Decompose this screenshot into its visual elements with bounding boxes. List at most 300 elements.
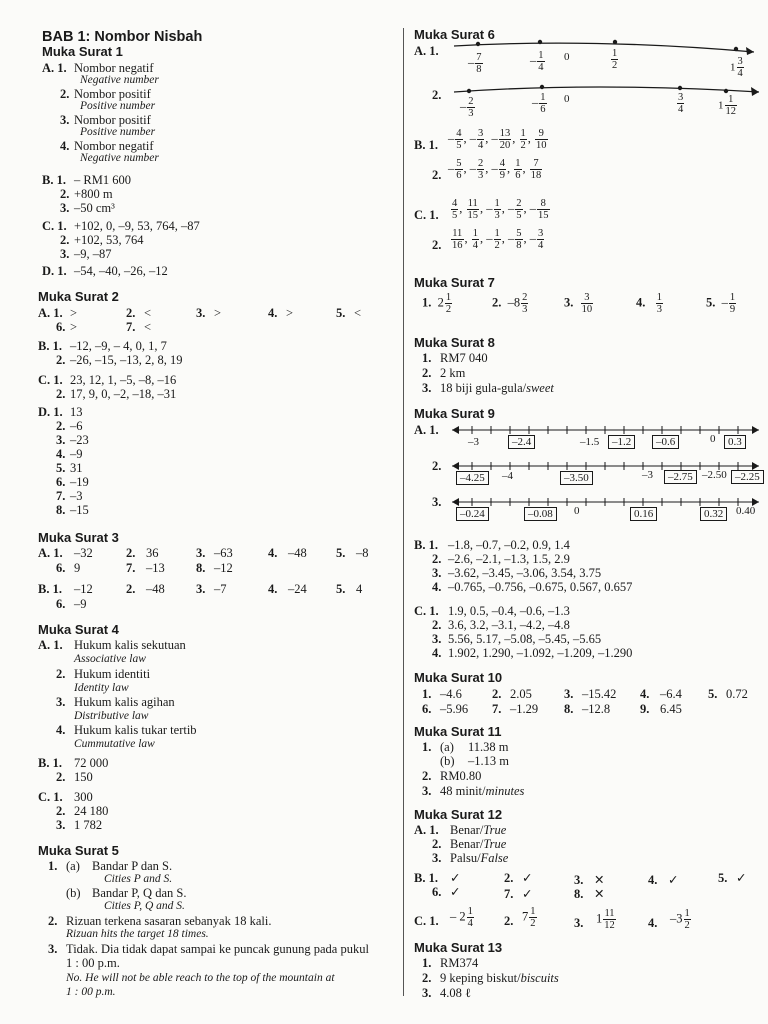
label: 4. <box>268 306 278 320</box>
label: A. 1. <box>414 44 439 58</box>
numerator: 1 <box>538 50 544 61</box>
answer: –2.6, –2.1, –1.3, 1.5, 2.9 <box>448 552 570 566</box>
denominator: 2 <box>445 304 452 315</box>
label: 2. <box>492 687 502 701</box>
label: 2. <box>432 459 442 473</box>
label: 4. <box>268 582 278 596</box>
ms1-heading: Muka Surat 1 <box>42 44 123 59</box>
denominator: 3 <box>478 170 484 181</box>
answer: –48 <box>146 582 165 596</box>
arrow-head-icon <box>751 87 759 96</box>
answer: 11.38 m <box>468 740 509 754</box>
ms7-answers <box>422 292 453 315</box>
translation: Cities P, Q and S. <box>104 900 185 912</box>
answer-text: Palsu/ <box>450 851 481 865</box>
ms3-heading: Muka Surat 3 <box>38 530 119 545</box>
ms7-heading: Muka Surat 7 <box>414 275 495 290</box>
denominator: 5 <box>452 210 458 221</box>
answer: > <box>70 306 78 320</box>
answer: 9 <box>74 561 81 575</box>
numerator: 8 <box>537 198 550 210</box>
answer: –7 <box>214 582 227 596</box>
translation: Distributive law <box>74 710 149 722</box>
answer: +800 m <box>74 187 113 201</box>
translation: True <box>483 837 507 851</box>
label: (b) <box>66 886 81 900</box>
answer: 3.6, 3.2, –3.1, –4.2, –4.8 <box>448 618 570 632</box>
denominator: 12 <box>725 106 736 117</box>
numerator: 1 <box>656 292 662 303</box>
number-line-2 <box>454 87 759 92</box>
label: A. 1. <box>38 546 63 560</box>
numerator: 1 <box>612 48 618 59</box>
answer-box: 0.3 <box>724 435 746 449</box>
answer: –15.42 <box>582 687 617 701</box>
answer: 13 <box>70 405 83 419</box>
answer-box: –4.25 <box>456 471 489 485</box>
tick-label: 0.40 <box>736 505 756 517</box>
label: C. 1. <box>414 914 439 928</box>
column-divider <box>403 28 404 996</box>
denominator: 12 <box>604 920 615 931</box>
answer: –12.8 <box>582 702 611 716</box>
numerator: 1 <box>530 906 536 917</box>
numerator: 9 <box>535 128 548 140</box>
label: A. 1. <box>414 823 439 837</box>
label: 3. <box>60 201 70 215</box>
numerator: 1 <box>515 158 521 169</box>
label: B. 1. <box>38 339 62 353</box>
answer: 6.45 <box>660 702 682 716</box>
label: 2. <box>48 914 58 928</box>
answer: –63 <box>214 546 233 560</box>
answer: –23 <box>70 433 89 447</box>
label: B. 1. <box>38 756 62 770</box>
denominator: 15 <box>538 210 549 221</box>
label: 2. <box>56 770 66 784</box>
label: A. 1. <box>38 638 63 652</box>
numerator: 2 <box>478 158 484 169</box>
fraction <box>537 50 544 73</box>
numerator: 1 <box>725 94 738 106</box>
whole-part: –8 <box>507 295 521 310</box>
answer: 0.72 <box>726 687 748 701</box>
answer-box: –2.25 <box>731 470 764 484</box>
label: 4. <box>636 295 646 310</box>
numerator: 1 <box>494 228 500 239</box>
denominator: 4 <box>737 68 743 79</box>
answer: –19 <box>70 475 89 489</box>
label: 3. <box>432 632 442 646</box>
label: 3. <box>196 582 206 596</box>
numerator: 7 <box>476 52 482 63</box>
arrow-left-icon <box>452 462 459 470</box>
answer: –12 <box>214 561 233 575</box>
label: 4. <box>648 916 658 930</box>
point <box>678 86 682 90</box>
label: 2. <box>56 804 66 818</box>
answer: 1 : 00 p.m. <box>66 956 120 970</box>
denominator: 6 <box>456 170 462 181</box>
label: 4. <box>432 646 442 660</box>
answer-box: –2.4 <box>508 435 535 449</box>
tick-label: –1.5 <box>580 436 600 448</box>
whole-part: 1 <box>718 99 724 112</box>
answer: –1.8, –0.7, –0.2, 0.9, 1.4 <box>448 538 570 552</box>
answer: +102, 53, 764 <box>74 233 144 247</box>
denominator: 3 <box>468 108 474 119</box>
check-icon: ✓ <box>522 871 533 885</box>
ms4-heading: Muka Surat 4 <box>38 622 119 637</box>
check-icon: ✓ <box>668 873 679 887</box>
numerator: 11 <box>452 228 463 239</box>
ms7-answer <box>636 292 664 315</box>
denominator: 3 <box>522 304 528 315</box>
denominator: 6 <box>515 170 521 181</box>
label: 7. <box>56 489 66 503</box>
answer: –50 cm³ <box>74 201 115 215</box>
denominator: 6 <box>540 104 546 115</box>
fraction <box>677 92 684 115</box>
label: 3. <box>48 942 58 956</box>
label: 2. <box>504 914 514 928</box>
chapter-title: BAB 1: Nombor Nisbah <box>42 29 203 45</box>
answer: –6 <box>70 419 83 433</box>
denominator: 15 <box>467 210 478 221</box>
arrow-right-icon <box>752 462 759 470</box>
translation: minutes <box>485 784 525 798</box>
denominator: 8 <box>516 240 522 251</box>
answer: > <box>286 306 294 320</box>
label: 1. <box>422 687 432 701</box>
label: 3. <box>422 986 432 1000</box>
answer: RM374 <box>440 956 479 970</box>
translation: Negative number <box>80 152 159 164</box>
label: A. 1. <box>414 423 439 437</box>
answer: –3 <box>70 489 83 503</box>
numerator: 1 <box>445 292 452 303</box>
tick-label: 0 <box>564 93 570 105</box>
denominator: 4 <box>538 62 544 73</box>
denominator: 2 <box>520 140 526 151</box>
translation: Cummutative law <box>74 738 155 750</box>
label: 7. <box>126 561 136 575</box>
answer: –9, –87 <box>74 247 112 261</box>
answer: Hukum kalis tukar tertib <box>74 723 197 737</box>
label: 2. <box>492 295 502 310</box>
ms5-heading: Muka Surat 5 <box>38 843 119 858</box>
label: 2. <box>422 366 432 380</box>
answer-box: 0.16 <box>630 507 657 521</box>
answer: –5.96 <box>440 702 469 716</box>
mixed-number <box>450 906 475 929</box>
label: 3. <box>432 566 442 580</box>
answer: > <box>70 320 78 334</box>
fraction-list: $\frac{4}{5}$ , $\frac{11}{15}$ , – $\frac{1}{3}$ , – $\frac{2}{5}$ , – $\frac{8}{15}$ <box>452 198 549 221</box>
label: 4. <box>56 447 66 461</box>
label: 6. <box>56 475 66 489</box>
fraction-list: $\frac{11}{16}$ , $\frac{1}{4}$ , – $\frac{1}{2}$ , – $\frac{5}{8}$ , – $\frac{3}{4}$ <box>452 228 544 251</box>
denominator: 5 <box>516 210 522 221</box>
answer: –54, –40, –26, –12 <box>74 264 168 278</box>
numerator: 1 <box>494 198 500 209</box>
answer <box>450 823 506 837</box>
label: 3. <box>196 546 206 560</box>
translation: Negative number <box>80 74 159 86</box>
denominator: 10 <box>581 304 593 315</box>
label: 7. <box>504 887 514 901</box>
denominator: 20 <box>499 140 511 151</box>
label: C. 1. <box>38 373 63 387</box>
label: 3. <box>196 306 206 320</box>
label: C. 1. <box>42 219 67 233</box>
label: 3. <box>422 784 432 798</box>
answer: 4.08 ℓ <box>440 986 471 1000</box>
label: 5. <box>336 306 346 320</box>
answer: Bandar P dan S. <box>92 859 173 873</box>
answer: 1.9, 0.5, –0.4, –0.6, –1.3 <box>448 604 570 618</box>
label: 1. <box>422 351 432 365</box>
label: 3. <box>60 247 70 261</box>
denominator: 2 <box>530 918 536 929</box>
answer: 72 000 <box>74 756 109 770</box>
label: 5. <box>718 871 728 885</box>
label: 2. <box>60 187 70 201</box>
label: 7. <box>126 320 136 334</box>
denominator: 18 <box>530 170 542 181</box>
mixed-number <box>670 908 692 931</box>
label: 2. <box>60 87 70 101</box>
answer: –15 <box>70 503 89 517</box>
arrow-head-icon <box>746 47 754 55</box>
translation: True <box>483 823 507 837</box>
answer-box: –0.08 <box>524 507 557 521</box>
numerator: 1 <box>729 292 736 303</box>
point <box>540 85 544 89</box>
numerator: 1 <box>472 228 478 239</box>
label: 8. <box>564 702 574 716</box>
answer: –32 <box>74 546 93 560</box>
numerator: 1 <box>540 92 546 103</box>
ms2-heading: Muka Surat 2 <box>38 289 119 304</box>
point <box>734 47 738 51</box>
label: B. 1. <box>38 582 62 596</box>
numerator: 1 <box>684 908 690 919</box>
numerator: 2 <box>516 198 522 209</box>
numerator: 2 <box>522 292 528 303</box>
label: 5. <box>56 461 66 475</box>
numerator: 11 <box>467 198 478 209</box>
answer <box>450 837 506 851</box>
answer: –1.13 m <box>468 754 509 768</box>
point <box>613 40 617 44</box>
answer: Bandar P, Q dan S. <box>92 886 187 900</box>
translation: Cities P and S. <box>104 873 173 885</box>
label: 2. <box>432 618 442 632</box>
label: 4. <box>60 139 70 153</box>
label: (a) <box>440 740 454 754</box>
numerator: 3 <box>478 128 484 139</box>
tick-label: –3 <box>642 469 653 481</box>
numerator: 1 <box>467 906 473 917</box>
label: 2. <box>432 238 442 252</box>
label: 2. <box>432 168 442 182</box>
answer: –26, –15, –13, 2, 8, 19 <box>70 353 183 367</box>
label: 2. <box>432 837 442 851</box>
label: 6. <box>432 885 442 899</box>
label: C. 1. <box>38 790 63 804</box>
label: 2. <box>126 546 136 560</box>
translation: Rizuan hits the target 18 times. <box>66 928 209 940</box>
tick-label: 0 <box>574 505 580 517</box>
minus-sign: – <box>530 53 537 68</box>
answer: Hukum kalis sekutuan <box>74 638 186 652</box>
answer: 150 <box>74 770 93 784</box>
denominator: 10 <box>536 140 547 151</box>
label: (b) <box>440 754 455 768</box>
denominator: 9 <box>729 304 736 315</box>
label: 2. <box>422 971 432 985</box>
point <box>538 40 542 44</box>
fraction-list: – $\frac{5}{6}$ , – $\frac{2}{3}$ , – $\frac{4}{9}$ , $\frac{1}{6}$ , $\frac{7}{18}$ <box>448 158 542 181</box>
answer <box>440 971 559 985</box>
answer <box>440 784 524 798</box>
label: 2. <box>126 582 136 596</box>
answer: 2 km <box>440 366 466 380</box>
label: 2. <box>56 667 66 681</box>
label: A. 1. <box>38 306 63 320</box>
label: 2. <box>422 769 432 783</box>
label: 6. <box>56 320 66 334</box>
mixed-number <box>522 906 538 929</box>
translation: False <box>480 851 509 865</box>
ms9-heading: Muka Surat 9 <box>414 406 495 421</box>
answer: 24 180 <box>74 804 109 818</box>
label: 4. <box>640 687 650 701</box>
label: 2. <box>56 419 66 433</box>
label: 1. <box>48 859 58 873</box>
answer: –12, –9, – 4, 0, 1, 7 <box>70 339 167 353</box>
translation: Positive number <box>80 100 156 112</box>
whole-part: – 2 <box>450 909 466 924</box>
label: 8. <box>574 887 584 901</box>
label: 4. <box>432 580 442 594</box>
answer-box: –0.24 <box>456 507 489 521</box>
label: 3. <box>564 687 574 701</box>
tick-label: –4 <box>502 470 513 482</box>
answer: –13 <box>146 561 165 575</box>
answer: Nombor positif <box>74 113 151 127</box>
answer-box: –2.75 <box>664 470 697 484</box>
translation: biscuits <box>520 971 559 985</box>
label: 5. <box>336 546 346 560</box>
label: 8. <box>56 503 66 517</box>
denominator: 8 <box>476 64 482 75</box>
translation: No. He will not be able reach to the top of the mountain at <box>66 972 335 984</box>
label: 4. <box>648 873 658 887</box>
answer: < <box>144 320 152 334</box>
numerator: 3 <box>581 292 594 304</box>
label: B. 1. <box>42 173 66 187</box>
numerator: 4 <box>499 158 505 169</box>
label: D. 1. <box>42 264 67 278</box>
label: 3. <box>60 113 70 127</box>
answer: – RM1 600 <box>74 173 131 187</box>
answer: –9 <box>70 447 83 461</box>
label: 4. <box>56 723 66 737</box>
answer: –3.62, –3.45, –3.06, 3.54, 3.75 <box>448 566 602 580</box>
label: 3. <box>564 295 574 310</box>
tick-label: 0 <box>710 433 716 445</box>
label: C. 1. <box>414 604 439 618</box>
answer: > <box>214 306 222 320</box>
label: 3. <box>56 695 66 709</box>
denominator: 3 <box>494 210 500 221</box>
cross-icon: ✕ <box>594 873 605 887</box>
answer-text: Benar/ <box>450 823 484 837</box>
tick-label: 0 <box>564 51 570 63</box>
answer: –8 <box>356 546 369 560</box>
fraction <box>539 92 546 115</box>
answer <box>440 381 554 395</box>
arrow-right-icon <box>752 426 759 434</box>
denominator: 4 <box>478 140 484 151</box>
label: A. 1. <box>42 61 67 75</box>
label: 2. <box>504 871 514 885</box>
answer: Nombor negatif <box>74 139 154 153</box>
answer: 23, 12, 1, –5, –8, –16 <box>70 373 177 387</box>
answer: –48 <box>288 546 307 560</box>
answer: < <box>144 306 152 320</box>
label: 8. <box>196 561 206 575</box>
numerator: 4 <box>456 128 462 139</box>
label: 1. <box>422 740 432 754</box>
ms7-answer <box>564 292 594 315</box>
label: 3. <box>574 873 584 887</box>
label: 9. <box>640 702 650 716</box>
fraction <box>725 94 738 117</box>
answer: –12 <box>74 582 93 596</box>
label: B. 1. <box>414 538 438 552</box>
numerator: 7 <box>530 158 543 170</box>
answer: 300 <box>74 790 93 804</box>
denominator: 4 <box>467 918 473 929</box>
cross-icon: ✕ <box>594 887 605 901</box>
whole-part: 1 <box>596 911 603 926</box>
numerator: 5 <box>516 228 522 239</box>
ms11-heading: Muka Surat 11 <box>414 724 502 739</box>
whole-part: 1 <box>730 61 736 74</box>
translation: sweet <box>526 381 554 395</box>
minus-sign: – <box>532 95 539 110</box>
answer: Rizuan terkena sasaran sebanyak 18 kali. <box>66 914 272 928</box>
denominator: 5 <box>456 140 462 151</box>
fraction <box>475 52 482 75</box>
denominator: 9 <box>499 170 505 181</box>
denominator: 4 <box>472 240 478 251</box>
denominator: 4 <box>678 104 684 115</box>
arrow-left-icon <box>452 498 459 506</box>
denominator: 2 <box>494 240 500 251</box>
numerator: 5 <box>456 158 462 169</box>
answer: 1 782 <box>74 818 103 832</box>
answer: Tidak. Dia tidak dapat sampai ke puncak gunung pada pukul <box>66 942 369 956</box>
numerator: 4 <box>452 198 458 209</box>
label: 7. <box>492 702 502 716</box>
mixed-number <box>596 908 617 931</box>
label: 1. <box>422 956 432 970</box>
label: 2. <box>56 353 66 367</box>
